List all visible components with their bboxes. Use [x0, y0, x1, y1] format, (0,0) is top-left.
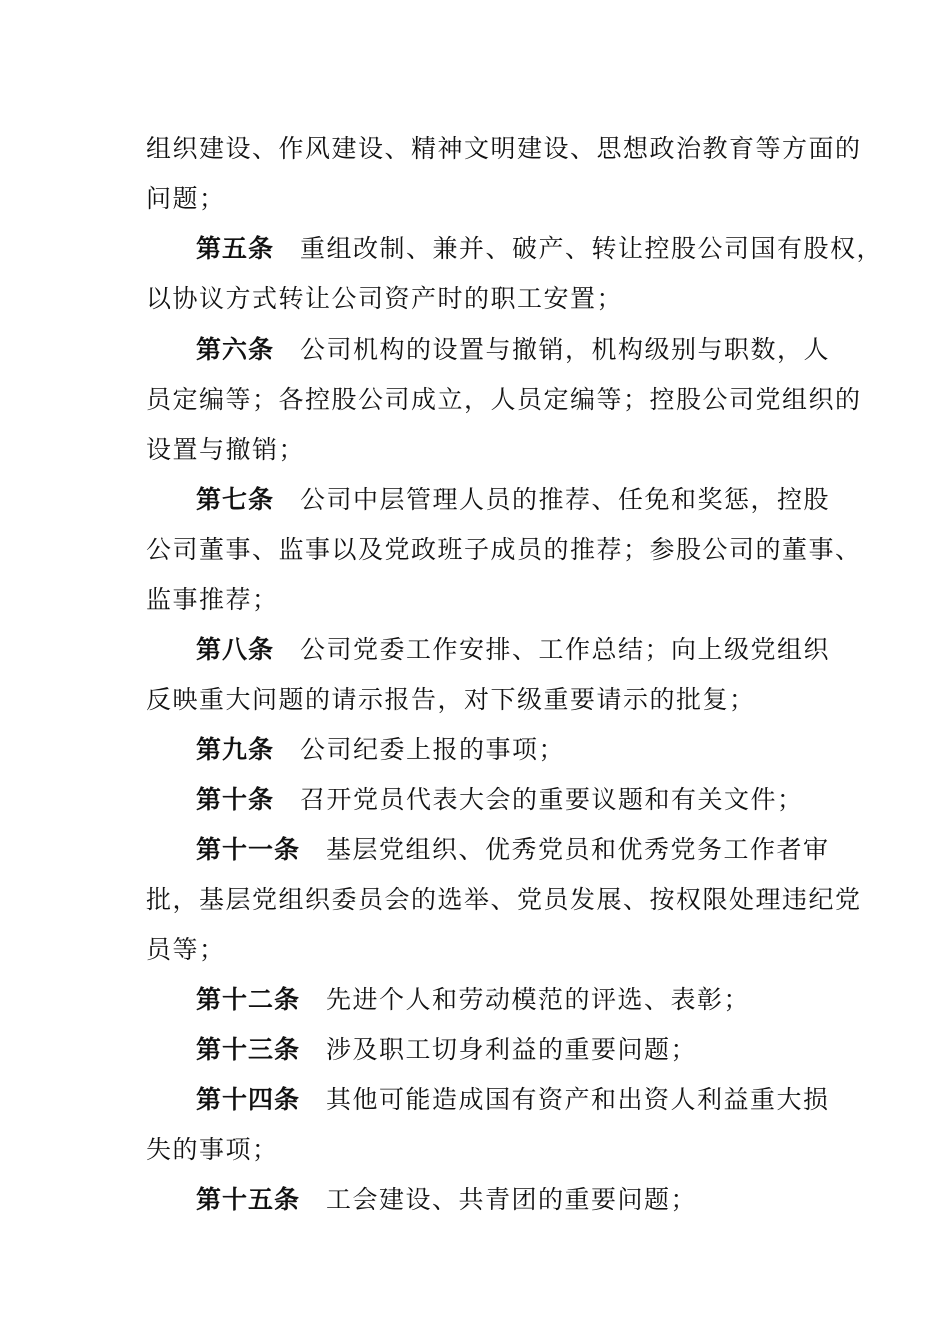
article-line	[196, 483, 831, 517]
text-line	[146, 933, 816, 967]
article-line	[196, 232, 884, 266]
text-line	[146, 1133, 816, 1167]
article-line	[196, 1183, 816, 1217]
line-text: 员等；	[146, 935, 226, 964]
line-text: 问题；	[146, 184, 226, 213]
text-line	[146, 132, 862, 166]
line-text: 召开党员代表大会的重要议题和有关文件；	[300, 785, 804, 814]
article-line	[196, 633, 831, 667]
article-number: 第十三条	[196, 1035, 301, 1064]
article-number: 第十五条	[196, 1185, 301, 1214]
line-text: 公司董事、监事以及党政班子成员的推荐；参股公司的董事、	[146, 535, 862, 564]
line-text: 涉及职工切身利益的重要问题；	[326, 1035, 698, 1064]
article-number: 第九条	[196, 735, 275, 764]
article-line	[196, 1083, 830, 1117]
text-line	[146, 533, 862, 567]
article-number: 第十一条	[196, 835, 301, 864]
line-text: 员定编等；各控股公司成立，人员定编等；控股公司党组织的	[146, 385, 862, 414]
line-text: 公司中层管理人员的推荐、任免和奖惩，控股	[300, 485, 831, 514]
line-text: 公司党委工作安排、工作总结；向上级党组织	[300, 635, 831, 664]
line-text: 基层党组织、优秀党员和优秀党务工作者审	[326, 835, 830, 864]
text-line	[146, 182, 816, 216]
line-text: 批，基层党组织委员会的选举、党员发展、按权限处理违纪党	[146, 885, 862, 914]
text-line	[146, 383, 862, 417]
article-line	[196, 1033, 816, 1067]
article-number: 第五条	[196, 234, 275, 263]
article-number: 第十二条	[196, 985, 301, 1014]
line-text: 工会建设、共青团的重要问题；	[326, 1185, 698, 1214]
line-text: 重组改制、兼并、破产、转让控股公司国有股权，	[300, 234, 884, 263]
line-text: 组织建设、作风建设、精神文明建设、思想政治教育等方面的	[146, 134, 862, 163]
article-number: 第十条	[196, 785, 275, 814]
article-number: 第十四条	[196, 1085, 301, 1114]
line-text: 设置与撤销；	[146, 435, 306, 464]
line-text: 公司纪委上报的事项；	[300, 735, 566, 764]
line-text: 反映重大问题的请示报告，对下级重要请示的批复；	[146, 685, 756, 714]
article-line	[196, 333, 831, 367]
text-line	[146, 883, 862, 917]
text-line	[146, 583, 816, 617]
article-number: 第七条	[196, 485, 275, 514]
line-text: 先进个人和劳动模范的评选、表彰；	[326, 985, 751, 1014]
article-line	[196, 833, 830, 867]
article-number: 第六条	[196, 335, 275, 364]
article-line	[196, 783, 816, 817]
text-line	[146, 433, 816, 467]
article-number: 第八条	[196, 635, 275, 664]
article-line	[196, 733, 816, 767]
article-line	[196, 983, 816, 1017]
line-text: 以协议方式转让公司资产时的职工安置；	[146, 284, 624, 313]
line-text: 监事推荐；	[146, 585, 279, 614]
line-text: 其他可能造成国有资产和出资人利益重大损	[326, 1085, 830, 1114]
line-text: 失的事项；	[146, 1135, 279, 1164]
text-line	[146, 683, 816, 717]
text-line	[146, 282, 816, 316]
line-text: 公司机构的设置与撤销，机构级别与职数，人	[300, 335, 831, 364]
